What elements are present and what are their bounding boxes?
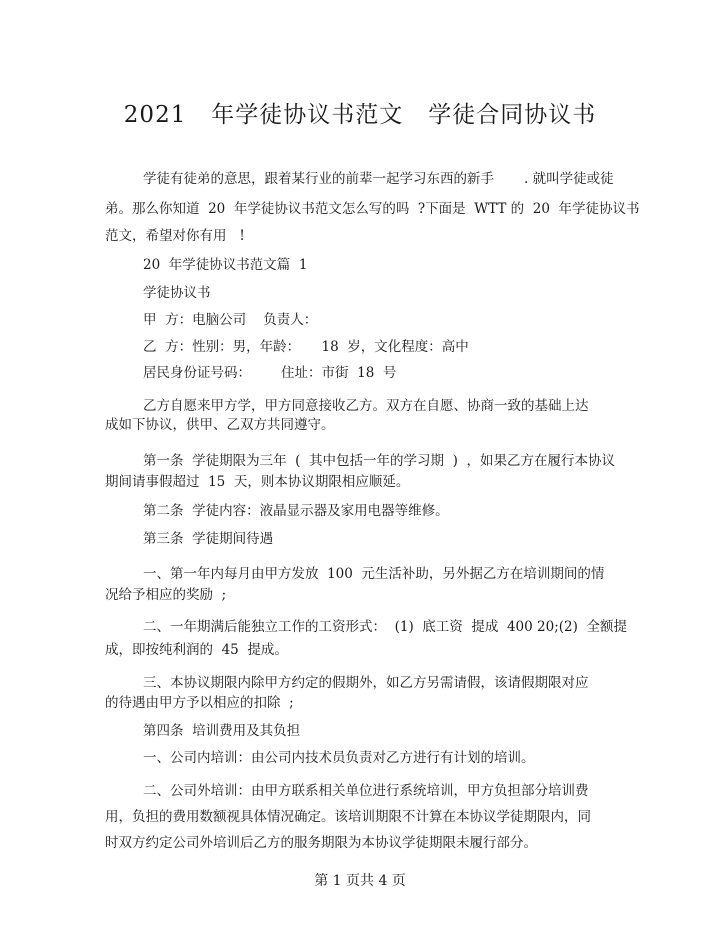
paragraph-line: 学徒有徒弟的意思，跟着某行业的前辈一起学习东西的新手 . 就叫学徒或徒	[143, 171, 614, 187]
paragraph-line: 弟。那么你知道 20 年学徒协议书范文怎么写的吗 ?下面是 WTT 的 20 年学徒协议书	[105, 201, 640, 217]
article-four-heading: 第四条 培训费用及其负担	[143, 723, 301, 739]
paragraph-line: 时双方约定公司外培训后乙方的服务期限为本协议学徒期限未履行部分。	[105, 835, 537, 851]
id-address-line: 居民身份证号码： 住址：市街 18 号	[143, 365, 397, 381]
paragraph-line: 的待遇由甲方予以相应的扣除 ;	[105, 695, 294, 711]
paragraph-line: 一、第一年内每月由甲方发放 100 元生活补助，另外据乙方在培训期间的情	[143, 566, 605, 582]
article-one-line: 第一条 学徒期限为三年 ( 其中包括一年的学习期 ) ，如果乙方在履行本协议	[143, 453, 615, 469]
agreement-heading: 学徒协议书	[143, 285, 211, 301]
page-number: 第 1 页共 4 页	[314, 873, 406, 889]
paragraph-line: 成，即按纯利润的 45 提成。	[105, 642, 288, 658]
paragraph-line: 三、本协议期限内除甲方约定的假期外，如乙方另需请假，该请假期限对应	[143, 675, 589, 691]
party-a-line: 甲 方：电脑公司 负责人：	[143, 312, 318, 328]
paragraph-line: 成如下协议，供甲、乙双方共同遵守。	[105, 417, 335, 433]
paragraph-line: 二、一年期满后能独立工作的工资形式： (1) 底工资 提成 400 20;(2) 全额提	[143, 619, 627, 635]
document-title: 2021 年学徒协议书范文 学徒合同协议书	[123, 102, 597, 128]
article-three-heading: 第三条 学徒期间待遇	[143, 531, 274, 547]
paragraph-line: 乙方自愿来甲方学，甲方同意接收乙方。双方在自愿、协商一致的基础上达	[143, 398, 589, 414]
party-b-line: 乙 方：性别：男，年龄： 18 岁，文化程度：高中	[143, 339, 469, 355]
paragraph-line: 况给予相应的奖励 ;	[105, 587, 227, 603]
paragraph-line: 二、公司外培训：由甲方联系相关单位进行系统培训，甲方负担部分培训费	[143, 783, 589, 799]
article-one-line: 期间请事假超过 15 天，则本协议期限相应顺延。	[105, 474, 410, 490]
paragraph-line: 范文，希望对你有用 !	[105, 228, 245, 244]
section-heading: 20 年学徒协议书范文篇 1	[143, 257, 308, 273]
paragraph-line: 用，负担的费用数额视具体情况确定。该培训期限不计算在本协议学徒期限内，同	[105, 809, 591, 825]
paragraph-line: 一、公司内培训：由公司内技术员负责对乙方进行有计划的培训。	[143, 750, 535, 766]
article-two-line: 第二条 学徒内容：液晶显示器及家用电器等维修。	[143, 503, 449, 519]
